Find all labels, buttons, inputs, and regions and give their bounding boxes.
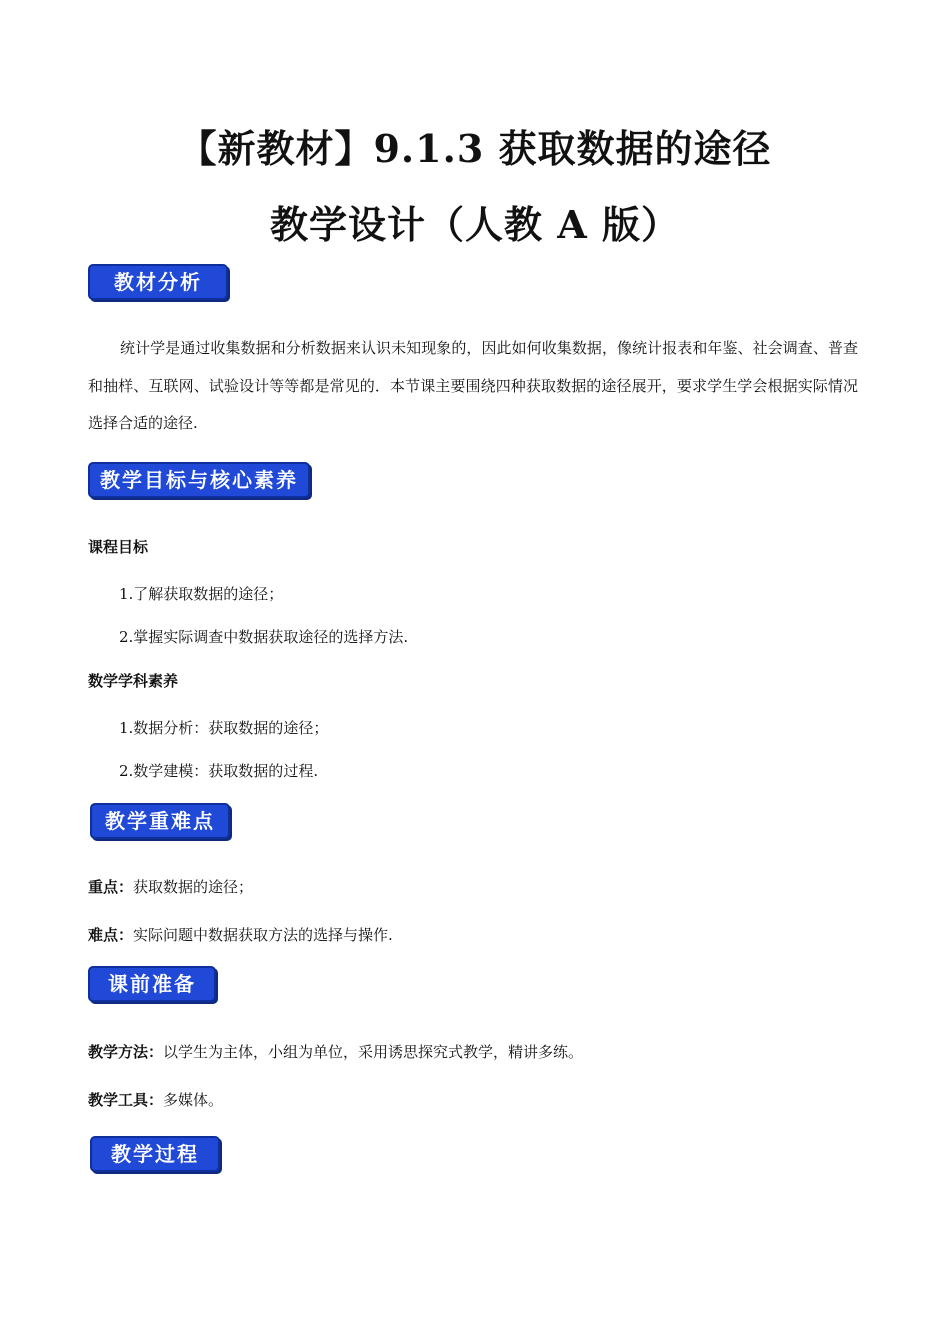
key-point-text: 获取数据的途径； [133, 878, 254, 896]
teaching-tool-row [88, 1090, 223, 1110]
teaching-method-label: 教学方法： [88, 1043, 164, 1061]
literacy-item: 1.数据分析：获取数据的途径； [119, 719, 329, 737]
teaching-method-text: 以学生为主体，小组为单位，采用诱思探究式教学，精讲多练。 [163, 1043, 584, 1061]
difficult-point-text: 实际问题中数据获取方法的选择与操作. [133, 926, 393, 944]
literacy-item: 2.数学建模：获取数据的过程. [119, 762, 319, 780]
document-title-line2: 教学设计（人教 A 版） [270, 202, 680, 247]
section-badge-key-points: 教学重难点 [90, 803, 230, 839]
course-objective-item: 1.了解获取数据的途径； [119, 585, 284, 603]
teaching-tool-label: 教学工具： [88, 1091, 164, 1109]
key-point-row [88, 877, 253, 897]
difficult-point-label: 难点： [88, 926, 134, 944]
key-point-label: 重点： [88, 878, 134, 896]
document-title-line1: 【新教材】9.1.3 获取数据的途径 [178, 126, 772, 171]
section-badge-process: 教学过程 [90, 1136, 220, 1172]
course-objectives-heading: 课程目标 [88, 538, 149, 556]
teaching-tool-text: 多媒体。 [163, 1091, 224, 1109]
section-badge-objectives: 教学目标与核心素养 [88, 462, 310, 498]
teaching-method-row [88, 1042, 583, 1062]
course-objective-item: 2.掌握实际调查中数据获取途径的选择方法. [119, 628, 409, 646]
section-badge-preparation: 课前准备 [88, 966, 216, 1002]
section-badge-analysis: 教材分析 [88, 264, 228, 300]
literacy-heading: 数学学科素养 [88, 672, 179, 690]
analysis-paragraph: 统计学是通过收集数据和分析数据来认识未知现象的，因此如何收集数据，像统计报表和年鉴、社会调查、普查和抽样、互联网、试验设计等等都是常见的．本节课主要围绕四种获取数据的途径展开，要求学生学会根据实际情况选择合适的途径. [88, 339, 858, 432]
difficult-point-row [88, 925, 393, 945]
